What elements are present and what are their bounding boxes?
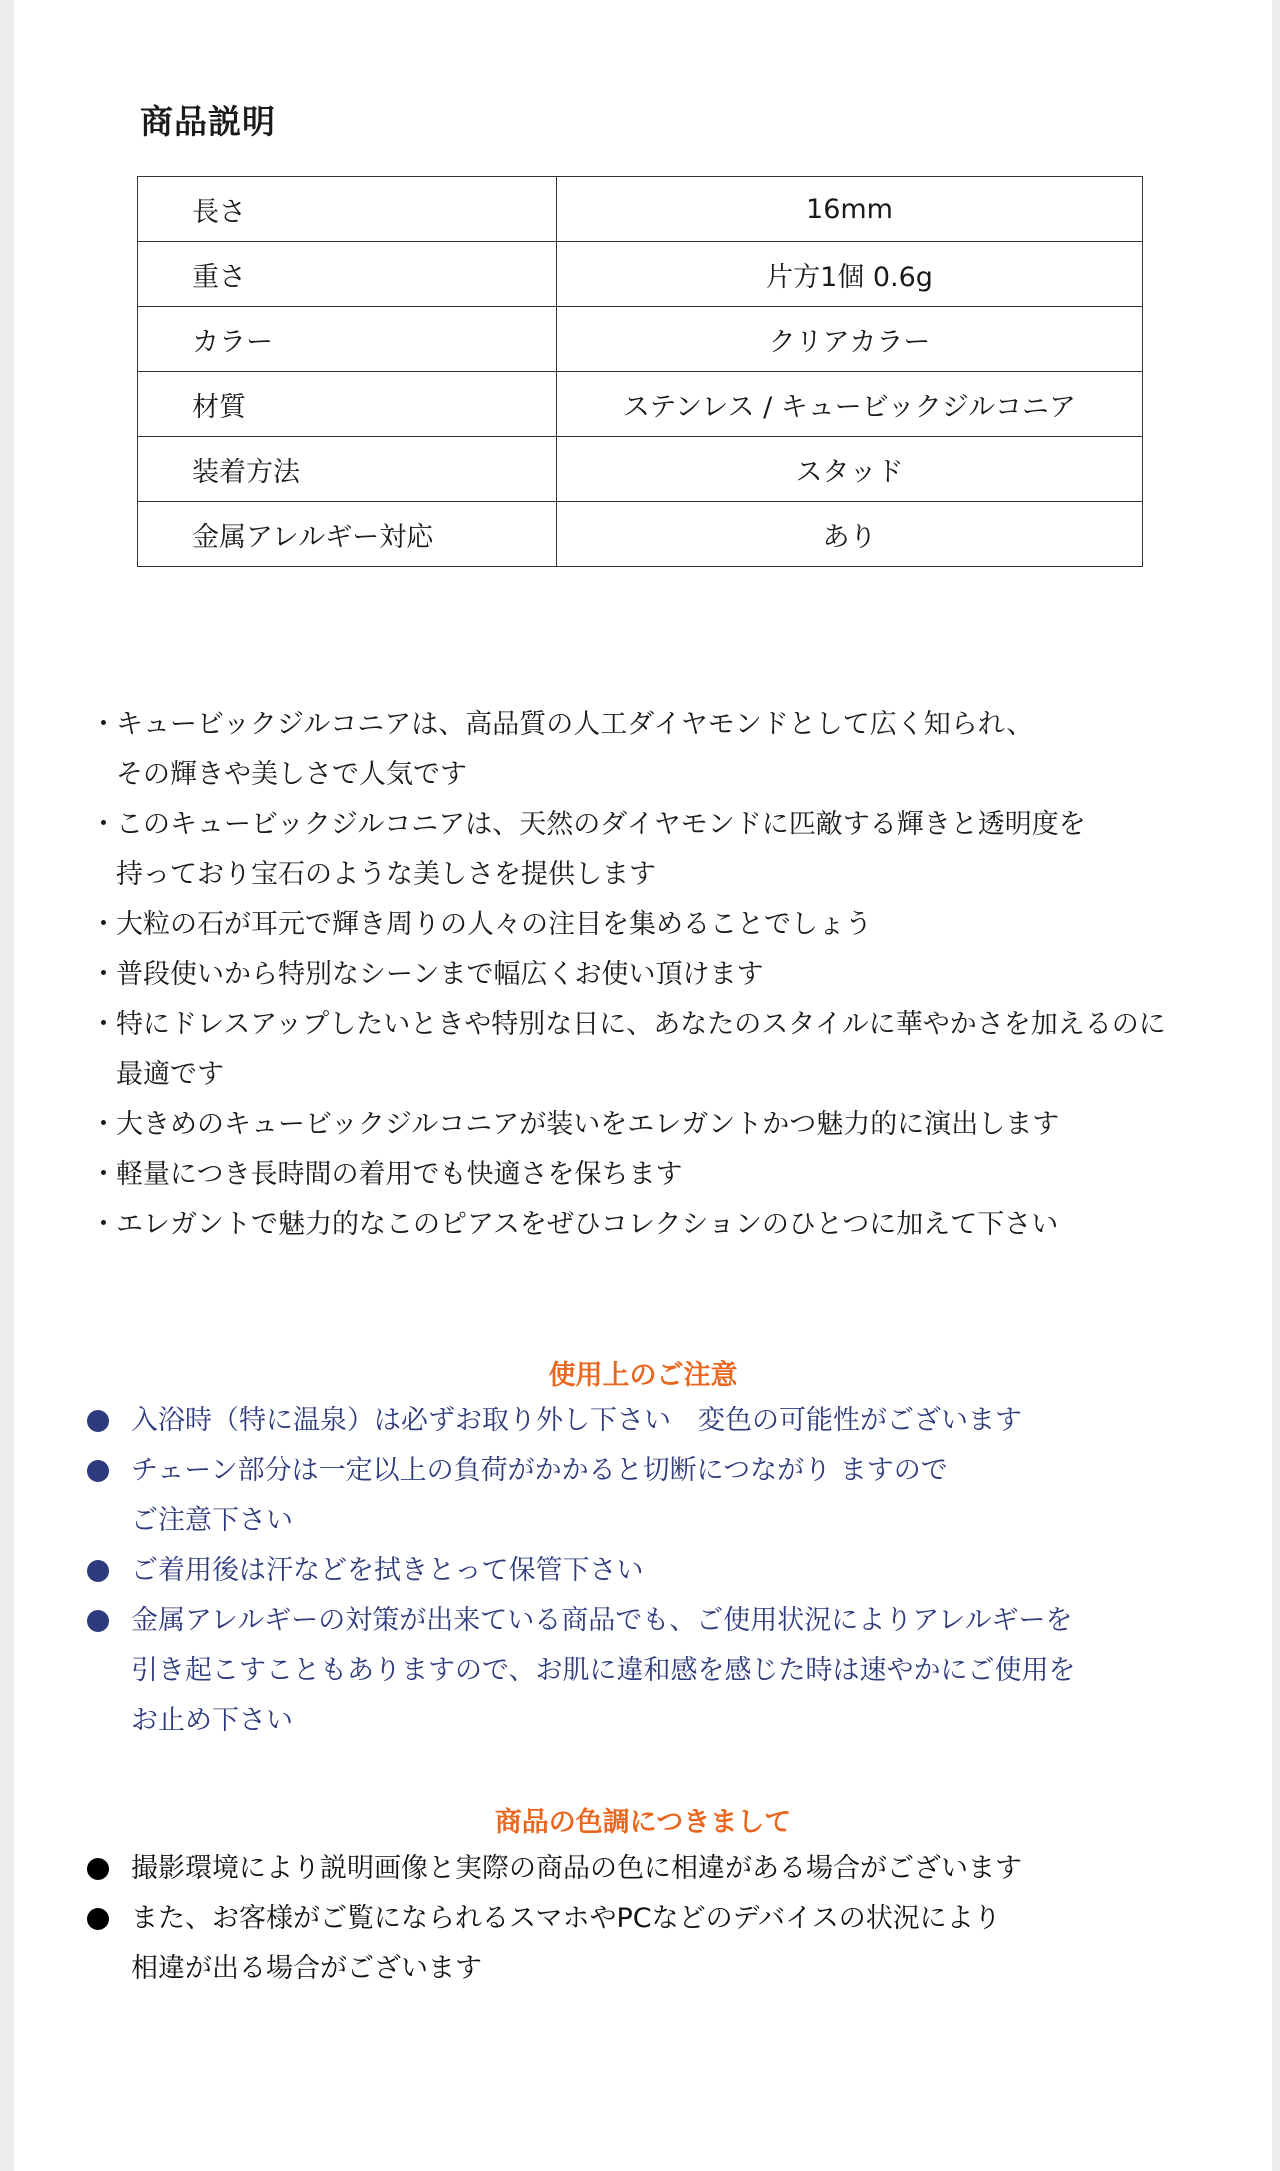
bullet-dot-icon — [87, 1908, 109, 1930]
bullet-dot-icon — [87, 1610, 109, 1632]
feature-line: 軽量につき長時間の着用でも快適さを保ちます — [116, 1159, 683, 1190]
bullet-dot-icon — [87, 1410, 109, 1432]
caution-line: 金属アレルギーの対策が出来ている商品でも、ご使用状況によりアレルギーを — [131, 1605, 1073, 1636]
list-item — [74, 1596, 1224, 1746]
list-item — [82, 1200, 1280, 1250]
feature-line: エレガントで魅力的なこのピアスをぜひコレクションのひとつに加えて下さい — [116, 1209, 1059, 1240]
bullet-glyph: ・ — [90, 909, 117, 940]
bullet-dot-icon — [87, 1858, 109, 1880]
list-item — [74, 1446, 1224, 1546]
bullet-glyph: ・ — [90, 1109, 117, 1140]
bullet-glyph: ・ — [90, 959, 117, 990]
spec-value: あり — [557, 502, 1143, 567]
spec-value: スタッド — [557, 437, 1143, 502]
list-item — [82, 1100, 1280, 1150]
list-item — [74, 1396, 1224, 1446]
list-item — [82, 1150, 1280, 1200]
list-item — [82, 700, 1280, 800]
caution-line: ご着用後は汗などを拭きとって保管下さい — [131, 1555, 644, 1586]
bullet-glyph: ・ — [90, 1209, 117, 1240]
spec-label: 材質 — [138, 372, 557, 437]
page-title: 商品説明 — [140, 102, 276, 141]
list-item — [82, 900, 1280, 950]
spec-table — [137, 176, 1143, 567]
bullet-dot-icon — [87, 1460, 109, 1482]
color-note-line: また、お客様がご覧になられるスマホやPCなどのデバイスの状況により — [131, 1903, 1001, 1934]
caution-heading: 使用上のご注意 — [548, 1360, 738, 1391]
table-row — [138, 372, 1143, 437]
table-row — [138, 177, 1143, 242]
spec-label: 装着方法 — [138, 437, 557, 502]
list-item — [74, 1894, 1224, 1994]
caution-line: 入浴時（特に温泉）は必ずお取り外し下さい 変色の可能性がございます — [131, 1405, 1022, 1436]
bullet-glyph: ・ — [90, 1159, 117, 1190]
spec-label: 重さ — [138, 242, 557, 307]
color-note-line: 相違が出る場合がございます — [131, 1953, 482, 1984]
page — [14, 0, 1272, 2171]
table-row — [138, 437, 1143, 502]
color-note-list — [74, 1844, 1224, 1994]
bullet-glyph: ・ — [90, 809, 117, 840]
list-item — [74, 1844, 1224, 1894]
table-row — [138, 307, 1143, 372]
caution-line: ご注意下さい — [131, 1505, 293, 1536]
feature-list — [82, 700, 1280, 1250]
caution-list — [74, 1396, 1224, 1746]
feature-line: 大きめのキュービックジルコニアが装いをエレガントかつ魅力的に演出します — [116, 1109, 1060, 1140]
feature-line: その輝きや美しさで人気です — [116, 759, 467, 790]
caution-line: 引き起こすこともありますので、お肌に違和感を感じた時は速やかにご使用を — [131, 1655, 1076, 1686]
list-item — [82, 1000, 1280, 1100]
feature-line: 普段使いから特別なシーンまで幅広くお使い頂けます — [116, 959, 764, 990]
caution-line: チェーン部分は一定以上の負荷がかかると切断につながり ますので — [131, 1455, 948, 1486]
feature-line: 大粒の石が耳元で輝き周りの人々の注目を集めることでしょう — [116, 909, 872, 940]
spec-label: カラー — [138, 307, 557, 372]
feature-line: このキュービックジルコニアは、天然のダイヤモンドに匹敵する輝きと透明度を — [116, 809, 1086, 840]
spec-value: ステンレス / キュービックジルコニア — [557, 372, 1143, 437]
feature-line: 最適です — [116, 1059, 224, 1090]
caution-line: お止め下さい — [131, 1705, 293, 1736]
spec-value: 16mm — [557, 177, 1143, 242]
color-note-heading: 商品の色調につきまして — [494, 1807, 792, 1838]
spec-value: 片方1個 0.6g — [557, 242, 1143, 307]
list-item — [82, 950, 1280, 1000]
bullet-glyph: ・ — [90, 709, 117, 740]
feature-line: 特にドレスアップしたいときや特別な日に、あなたのスタイルに華やかさを加えるのに — [116, 1009, 1166, 1040]
list-item — [82, 800, 1280, 900]
feature-line: 持っており宝石のような美しさを提供します — [116, 859, 656, 890]
color-note-line: 撮影環境により説明画像と実際の商品の色に相違がある場合がございます — [131, 1853, 1022, 1884]
feature-line: キュービックジルコニアは、高品質の人工ダイヤモンドとして広く知られ、 — [116, 709, 1034, 740]
list-item — [74, 1546, 1224, 1596]
spec-label: 金属アレルギー対応 — [138, 502, 557, 567]
bullet-glyph: ・ — [90, 1009, 117, 1040]
table-row — [138, 502, 1143, 567]
table-row — [138, 242, 1143, 307]
spec-label: 長さ — [138, 177, 557, 242]
spec-value: クリアカラー — [557, 307, 1143, 372]
bullet-dot-icon — [87, 1560, 109, 1582]
